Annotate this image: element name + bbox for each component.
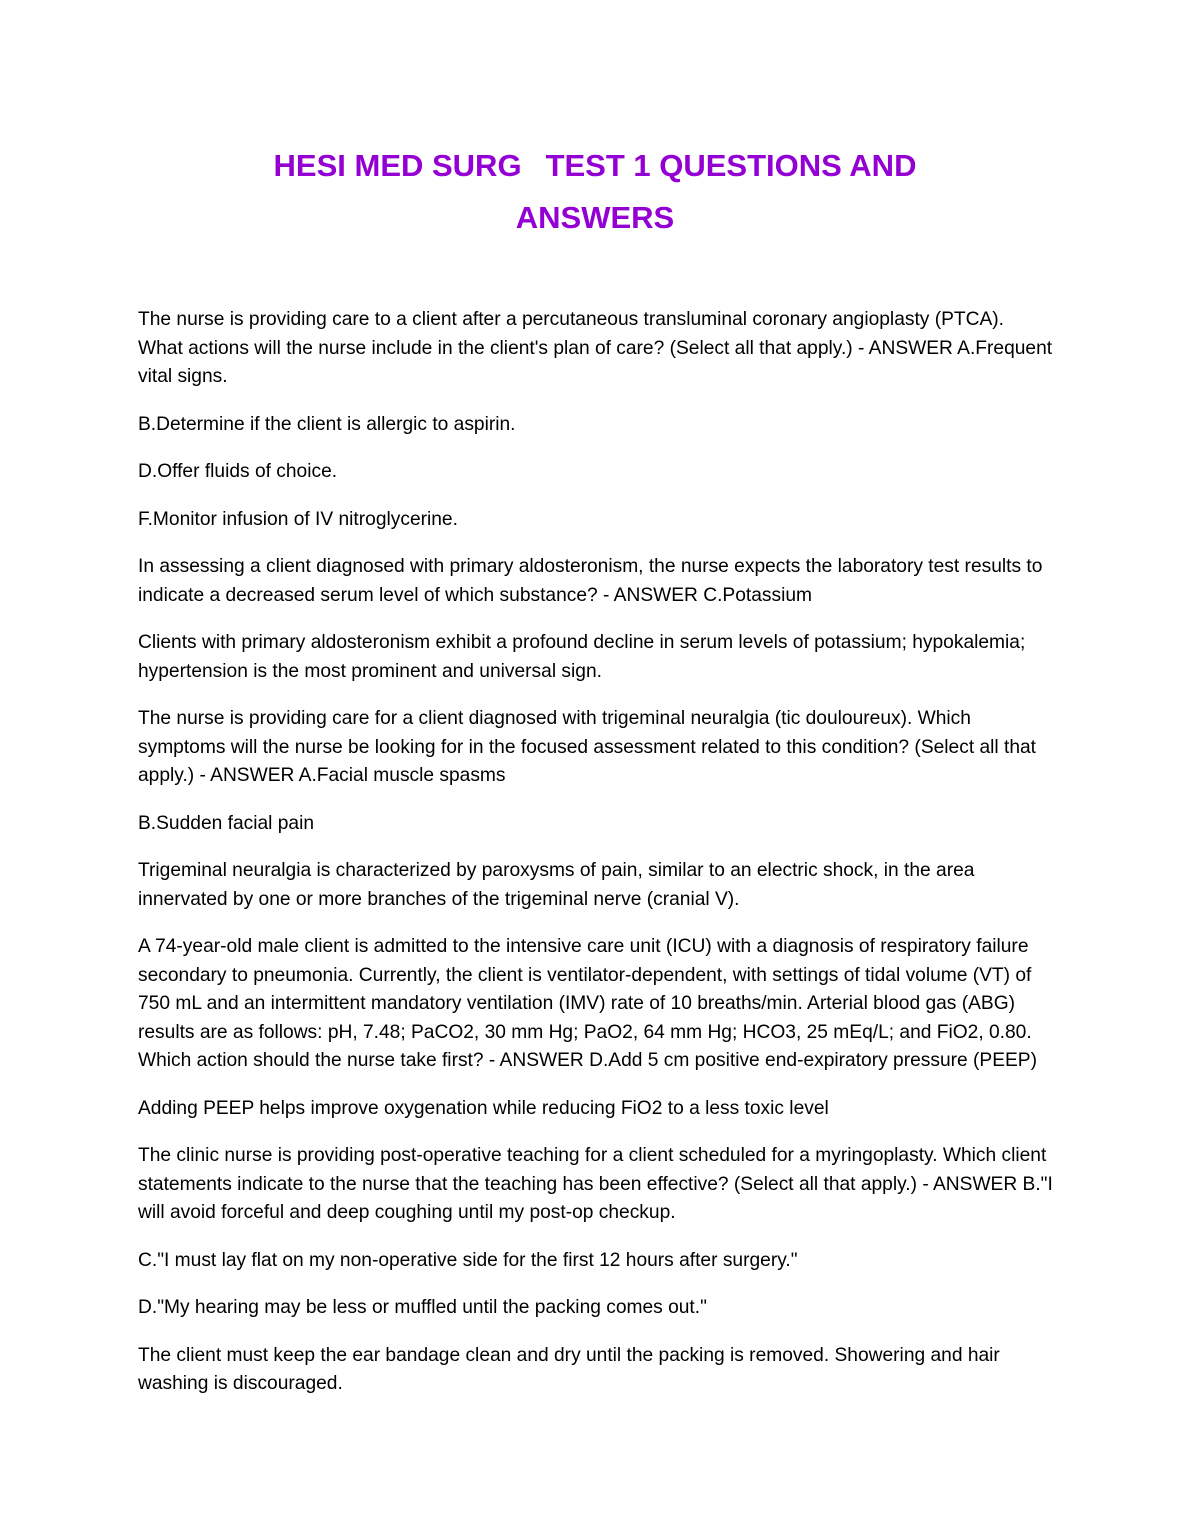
title-line2: ANSWERS	[515, 200, 675, 235]
paragraph-aldosteronism-rationale: Clients with primary aldosteronism exhibit a profound decline in serum levels of potassium; hypokalemia; hypertension is the most prominent and universal sign.	[138, 632, 1026, 682]
paragraph-myringoplasty-answer-c: C."I must lay flat on my non-operative side for the first 12 hours after surgery."	[138, 1249, 798, 1271]
paragraph-answer-b: B.Determine if the client is allergic to aspirin.	[138, 413, 516, 435]
paragraph-trigeminal-question: The nurse is providing care for a client diagnosed with trigeminal neuralgia (tic douloureux). Which symptoms will the nurse be looking for in the focused assessment related to this condition? (Select all that apply.) - ANSWER A.Facial muscle spasms	[138, 708, 1037, 786]
paragraph-answer-d: D.Offer fluids of choice.	[138, 461, 338, 482]
paragraph-myringoplasty-rationale: The client must keep the ear bandage clean and dry until the packing is removed. Showering and hair washing is discouraged.	[138, 1344, 1000, 1394]
paragraph-trigeminal-rationale: Trigeminal neuralgia is characterized by paroxysms of pain, similar to an electric shock, in the area innervated by one or more branches of the trigeminal nerve (cranial V).	[138, 860, 975, 910]
paragraph-myringoplasty-answer-d: D."My hearing may be less or muffled until the packing comes out."	[138, 1297, 707, 1318]
paragraph-icu-question: A 74-year-old male client is admitted to the intensive care unit (ICU) with a diagnosis of respiratory failure secondary to pneumonia. Currently, the client is ventilator-dependent, with settings of tidal volume (VT) of 750 mL and an intermittent mandatory ventilation (IMV) rate of 10 breaths/min. Arterial blood gas (ABG) results are as follows: pH, 7.48; PaCO2, 30 mm Hg; PaO2, 64 mm Hg; HCO3, 25 mEq/L; and FiO2, 0.80. Which action should the nurse take first? - ANSWER D.Add 5 cm positive end-expiratory pressure (PEEP)	[138, 936, 1037, 1071]
document-body	[138, 306, 1054, 1418]
title-line1-part2: TEST 1 QUESTIONS AND	[545, 148, 917, 183]
paragraph-aldosteronism-question: In assessing a client diagnosed with primary aldosteronism, the nurse expects the laboratory test results to indicate a decreased serum level of which substance? - ANSWER C.Potassium	[138, 556, 1043, 606]
paragraph-trigeminal-answer-b: B.Sudden facial pain	[138, 812, 315, 834]
paragraph-peep-rationale: Adding PEEP helps improve oxygenation while reducing FiO2 to a less toxic level	[138, 1097, 829, 1119]
page-title	[138, 140, 1052, 244]
paragraph-answer-f: F.Monitor infusion of IV nitroglycerine.	[138, 508, 458, 530]
title-line1-part1: HESI MED SURG	[273, 148, 522, 183]
paragraph-myringoplasty-question: The clinic nurse is providing post-operative teaching for a client scheduled for a myringoplasty. Which client statements indicate to the nurse that the teaching has been effective? (Select all that apply.) - ANSWER B."I will avoid forceful and deep coughing until my post-op checkup.	[138, 1145, 1053, 1223]
paragraph-ptca-question: The nurse is providing care to a client after a percutaneous transluminal coronary angioplasty (PTCA). What actions will the nurse include in the client's plan of care? (Select all that apply.) - ANSWER A.Frequent vital signs.	[138, 309, 1053, 387]
